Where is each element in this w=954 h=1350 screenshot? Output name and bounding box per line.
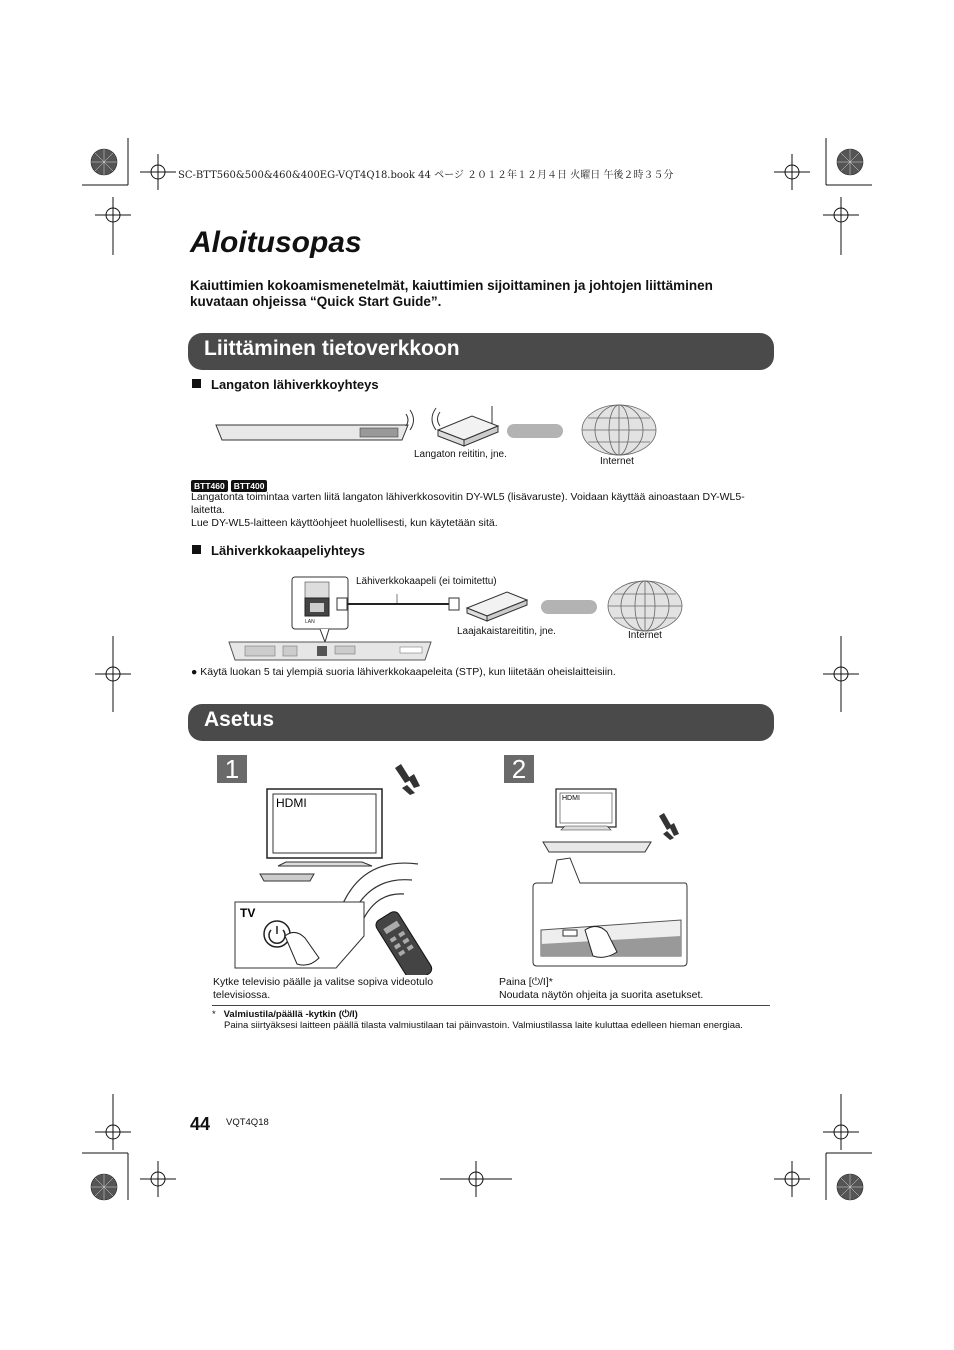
footnote-divider xyxy=(212,1005,770,1006)
footnote-title: Valmiustila/päällä -kytkin (⏻/I) xyxy=(223,1009,358,1020)
file-header: SC-BTT560&500&460&400EG-VQT4Q18.book 44 ページ ２０１２年１２月４日 火曜日 午後２時３５分 xyxy=(178,170,674,181)
step-1-number: 1 xyxy=(217,755,247,783)
footnote-text: Paina siirtyäksesi laitteen päällä tilasta valmiustilaan tai päinvastoin. Valmiustilassa laite kuluttaa edelleen hieman energiaa. xyxy=(224,1020,743,1031)
wireless-diagram xyxy=(210,400,670,480)
section-network-heading: Liittäminen tietoverkkoon xyxy=(188,333,774,370)
step-1-caption: Kytke televisio päälle ja valitse sopiva videotulo televisiossa. xyxy=(213,976,434,1001)
tv2-hdmi-text: HDMI xyxy=(562,795,580,802)
step-2-caption xyxy=(499,976,769,1002)
step-2-illustration xyxy=(525,780,695,970)
wireless-internet-label: Internet xyxy=(600,456,634,467)
wireless-note-2: Lue DY-WL5-laitteen käyttöohjeet huolellisesti, kun käytetään sitä. xyxy=(191,517,498,529)
wired-bullet-text: Käytä luokan 5 tai ylempiä suoria lähiverkkokaapeleita (STP), kun liitetään oheislaitteisiin. xyxy=(200,666,616,678)
wired-bullet: ● Käytä luokan 5 tai ylempiä suoria lähiverkkokaapeleita (STP), kun liitetään oheislaitteisiin. xyxy=(191,666,616,678)
badge-btt400: BTT400 xyxy=(231,480,268,492)
lan-port-label: LAN xyxy=(305,619,315,625)
broadband-router-label: Laajakaistareititin, jne. xyxy=(457,626,556,637)
step-2-number: 2 xyxy=(504,755,534,783)
badge-btt460: BTT460 xyxy=(191,480,228,492)
tv-label: TV xyxy=(240,906,256,920)
step-2-caption-line2: Noudata näytön ohjeita ja suorita asetukset. xyxy=(499,989,704,1001)
section-setup-heading: Asetus xyxy=(188,704,774,741)
intro-text: Kaiuttimien kokoamismenetelmät, kaiuttimien sijoittaminen ja johtojen liittäminen kuvataan ohjeissa “Quick Start Guide”. xyxy=(190,278,713,309)
wireless-router-label: Langaton reititin, jne. xyxy=(414,449,507,460)
page-number: 44 xyxy=(190,1114,211,1134)
page-title: Aloitusopas xyxy=(190,226,362,259)
step-2-caption-line1: Paina [⏻/I]* xyxy=(499,976,553,988)
wired-subheading-text: Lähiverkkokaapeliyhteys xyxy=(211,543,365,558)
step-1-illustration xyxy=(230,760,480,975)
wireless-subheading xyxy=(192,377,379,392)
doc-code: VQT4Q18 xyxy=(226,1117,269,1128)
square-bullet-icon xyxy=(192,379,201,388)
wireless-subheading-text: Langaton lähiverkkoyhteys xyxy=(211,377,379,392)
footnote xyxy=(212,1009,762,1031)
wired-subheading xyxy=(192,543,365,558)
tv-hdmi-text: HDMI xyxy=(276,796,307,810)
wireless-note-1: Langatonta toimintaa varten liitä langaton lähiverkkosovitin DY-WL5 (lisävaruste). Voidaan käyttää ainoastaan DY-WL5-laitetta. xyxy=(191,491,745,516)
cable-label: Lähiverkkokaapeli (ei toimitettu) xyxy=(356,576,497,587)
footnote-mark: * xyxy=(212,1009,216,1020)
wired-internet-label: Internet xyxy=(628,630,662,641)
square-bullet-icon xyxy=(192,545,201,554)
